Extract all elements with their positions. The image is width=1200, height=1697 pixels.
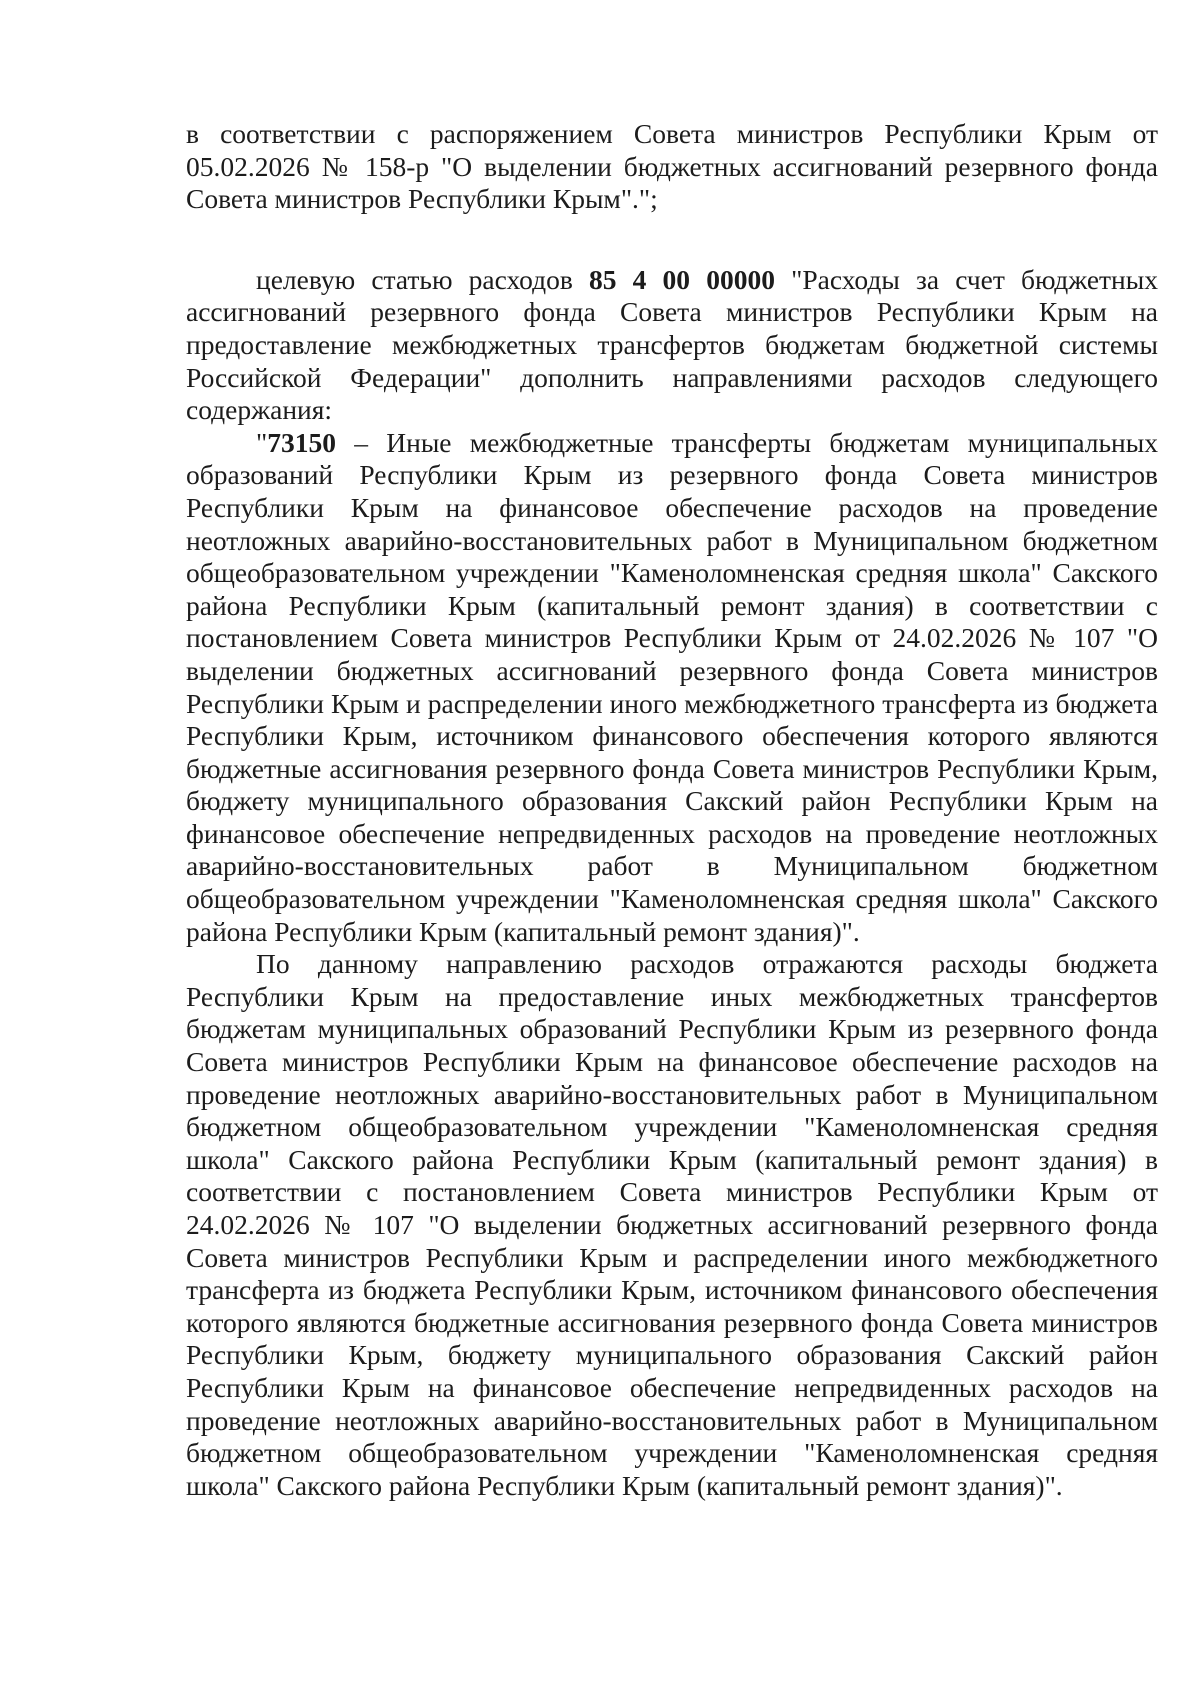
quote-mark: " <box>256 426 268 458</box>
expense-direction-text: – Иные межбюджетные трансферты бюджетам муниципальных образований Республики Крым из резервного фонда Совета министров Республики Крым на финансовое обеспечение расходов на проведение неотложных аварийно-восстановительных работ в Муниципальном бюджетном общеобразовательном учреждении "Каменоломненская средняя школа" Сакского района Республики Крым (капитальный ремонт здания) в соответствии с постановлением Совета министров Республики Крым от 24.02.2026 № 107 "О выделении бюджетных ассигнований резервного фонда Совета министров Республики Крым и распределении иного межбюджетного трансферта из бюджета Республики Крым, источником финансового обеспечения которого являются бюджетные ассигнования резервного фонда Совета министров Республики Крым, бюджету муниципального образования Сакский район Республики Крым на финансовое обеспечение непредвиденных расходов на проведение неотложных аварийно-восстановительных работ в Муниципальном бюджетном общеобразовательном учреждении "Каменоломненская средняя школа" Сакского района Республики Крым (капитальный ремонт здания)". <box>186 426 1158 947</box>
document-page <box>186 118 1158 1502</box>
paragraph-expense-description: По данному направлению расходов отражаются расходы бюджета Республики Крым на предоставление иных межбюджетных трансфертов бюджетам муниципальных образований Республики Крым из резервного фонда Совета министров Республики Крым на финансовое обеспечение расходов на проведение неотложных аварийно-восстановительных работ в Муниципальном бюджетном общеобразовательном учреждении "Каменоломненская средняя школа" Сакского района Республики Крым (капитальный ремонт здания) в соответствии с постановлением Совета министров Республики Крым от 24.02.2026 № 107 "О выделении бюджетных ассигнований резервного фонда Совета министров Республики Крым и распределении иного межбюджетного трансферта из бюджета Республики Крым, источником финансового обеспечения которого являются бюджетные ассигнования резервного фонда Совета министров Республики Крым, бюджету муниципального образования Сакский район Республики Крым на финансовое обеспечение непредвиденных расходов на проведение неотложных аварийно-восстановительных работ в Муниципальном бюджетном общеобразовательном учреждении "Каменоломненская средняя школа" Сакского района Республики Крым (капитальный ремонт здания)". <box>186 948 1158 1501</box>
paragraph-spacer <box>186 216 1158 264</box>
target-article-code: 85 4 00 00000 <box>589 263 775 295</box>
paragraph-target-article <box>186 264 1158 427</box>
target-article-text: "Расходы за счет бюджетных ассигнований резервного фонда Совета министров Республики Крым на предоставление межбюджетных трансфертов бюджетам бюджетной системы Российской Федерации" дополнить направлениями расходов следующего содержания: <box>186 263 1158 426</box>
paragraph-expense-direction <box>186 427 1158 949</box>
target-article-intro: целевую статью расходов <box>256 263 589 295</box>
expense-direction-code: 73150 <box>267 426 336 458</box>
paragraph-reference-order: в соответствии с распоряжением Совета министров Республики Крым от 05.02.2026 № 158-р "О выделении бюджетных ассигнований резервного фонда Совета министров Республики Крым"."; <box>186 118 1158 215</box>
